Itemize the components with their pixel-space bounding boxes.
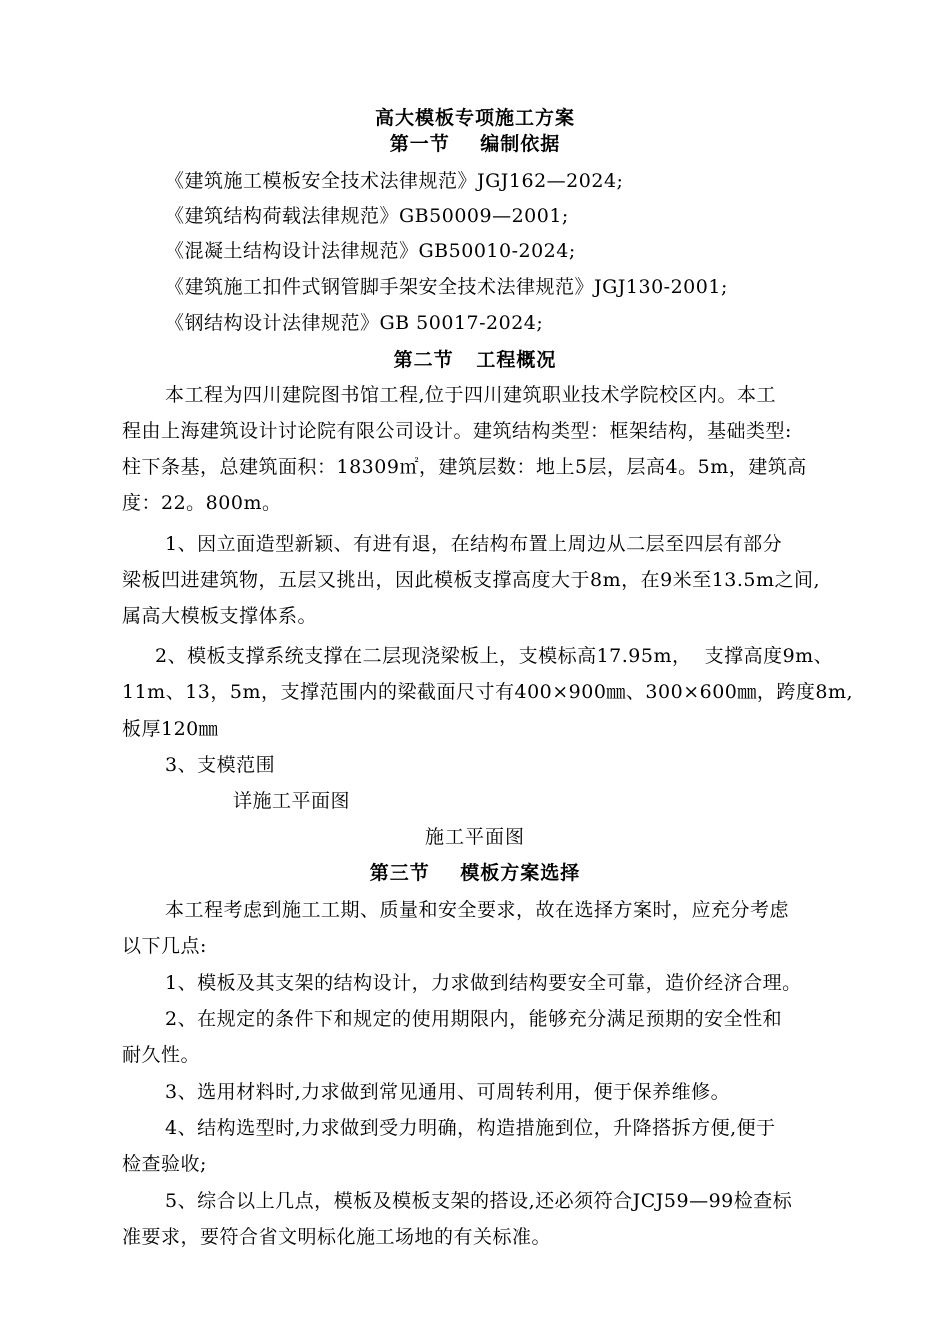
list-item: 2、在规定的条件下和规定的使用期限内，能够充分满足预期的安全性和	[165, 1008, 783, 1030]
section-2-heading: 第二节 工程概况	[393, 349, 557, 371]
document-title: 高大模板专项施工方案	[374, 107, 575, 129]
paragraph-line: 2、模板支撑系统支撑在二层现浇梁板上，支模标高17.95m， 支撑高度9m、	[155, 645, 834, 667]
paragraph-line: 板厚120㎜	[122, 718, 219, 740]
list-item: 检查验收;	[122, 1153, 207, 1175]
paragraph-line: 本工程考虑到施工工期、质量和安全要求，故在选择方案时，应充分考虑	[165, 899, 790, 921]
paragraph-line: 属高大模板支撑体系。	[122, 605, 318, 627]
paragraph-line: 梁板凹进建筑物，五层又挑出，因此模板支撑高度大于8m，在9米至13.5m之间,	[122, 569, 821, 591]
paragraph-line: 本工程为四川建院图书馆工程,位于四川建筑职业技术学院校区内。本工	[165, 384, 777, 406]
paragraph-line: 详施工平面图	[233, 790, 351, 812]
paragraph-line: 程由上海建筑设计讨论院有限公司设计。建筑结构类型：框架结构，基础类型:	[122, 420, 792, 442]
reference-item: 《混凝土结构设计法律规范》GB50010-2024;	[165, 240, 576, 262]
paragraph-line: 1、因立面造型新颖、有进有退，在结构布置上周边从二层至四层有部分	[165, 533, 783, 555]
list-item: 4、结构选型时,力求做到受力明确，构造措施到位，升降搭拆方便,便于	[165, 1117, 776, 1139]
reference-item: 《建筑施工扣件式钢管脚手架安全技术法律规范》JGJ130-2001;	[165, 276, 728, 298]
reference-item: 《钢结构设计法律规范》GB 50017-2024;	[165, 312, 544, 334]
reference-item: 《建筑结构荷载法律规范》GB50009—2001;	[165, 205, 569, 227]
figure-caption: 施工平面图	[424, 826, 525, 848]
list-item: 耐久性。	[122, 1044, 201, 1066]
paragraph-line: 以下几点:	[122, 935, 207, 957]
paragraph-line: 3、支模范围	[165, 754, 276, 776]
section-1-heading: 第一节 编制依据	[389, 133, 561, 155]
paragraph-line: 柱下条基，总建筑面积：18309㎡，建筑层数：地上5层，层高4。5m，建筑高	[122, 456, 807, 478]
list-item: 1、模板及其支架的结构设计，力求做到结构要安全可靠，造价经济合理。	[165, 972, 802, 994]
list-item: 5、综合以上几点，模板及模板支架的搭设,还必须符合JCJ59—99检查标	[165, 1190, 793, 1212]
reference-item: 《建筑施工模板安全技术法律规范》JGJ162—2024;	[165, 170, 624, 192]
paragraph-line: 度：22。800m。	[122, 492, 282, 514]
list-item: 3、选用材料时,力求做到常见通用、可周转利用，便于保养维修。	[165, 1081, 731, 1103]
list-item: 准要求，要符合省文明标化施工场地的有关标准。	[122, 1226, 552, 1248]
paragraph-line: 11m、13，5m，支撑范围内的梁截面尺寸有400×900㎜、300×600㎜，跨度8m,	[122, 681, 854, 703]
section-3-heading: 第三节 模板方案选择	[369, 862, 581, 884]
